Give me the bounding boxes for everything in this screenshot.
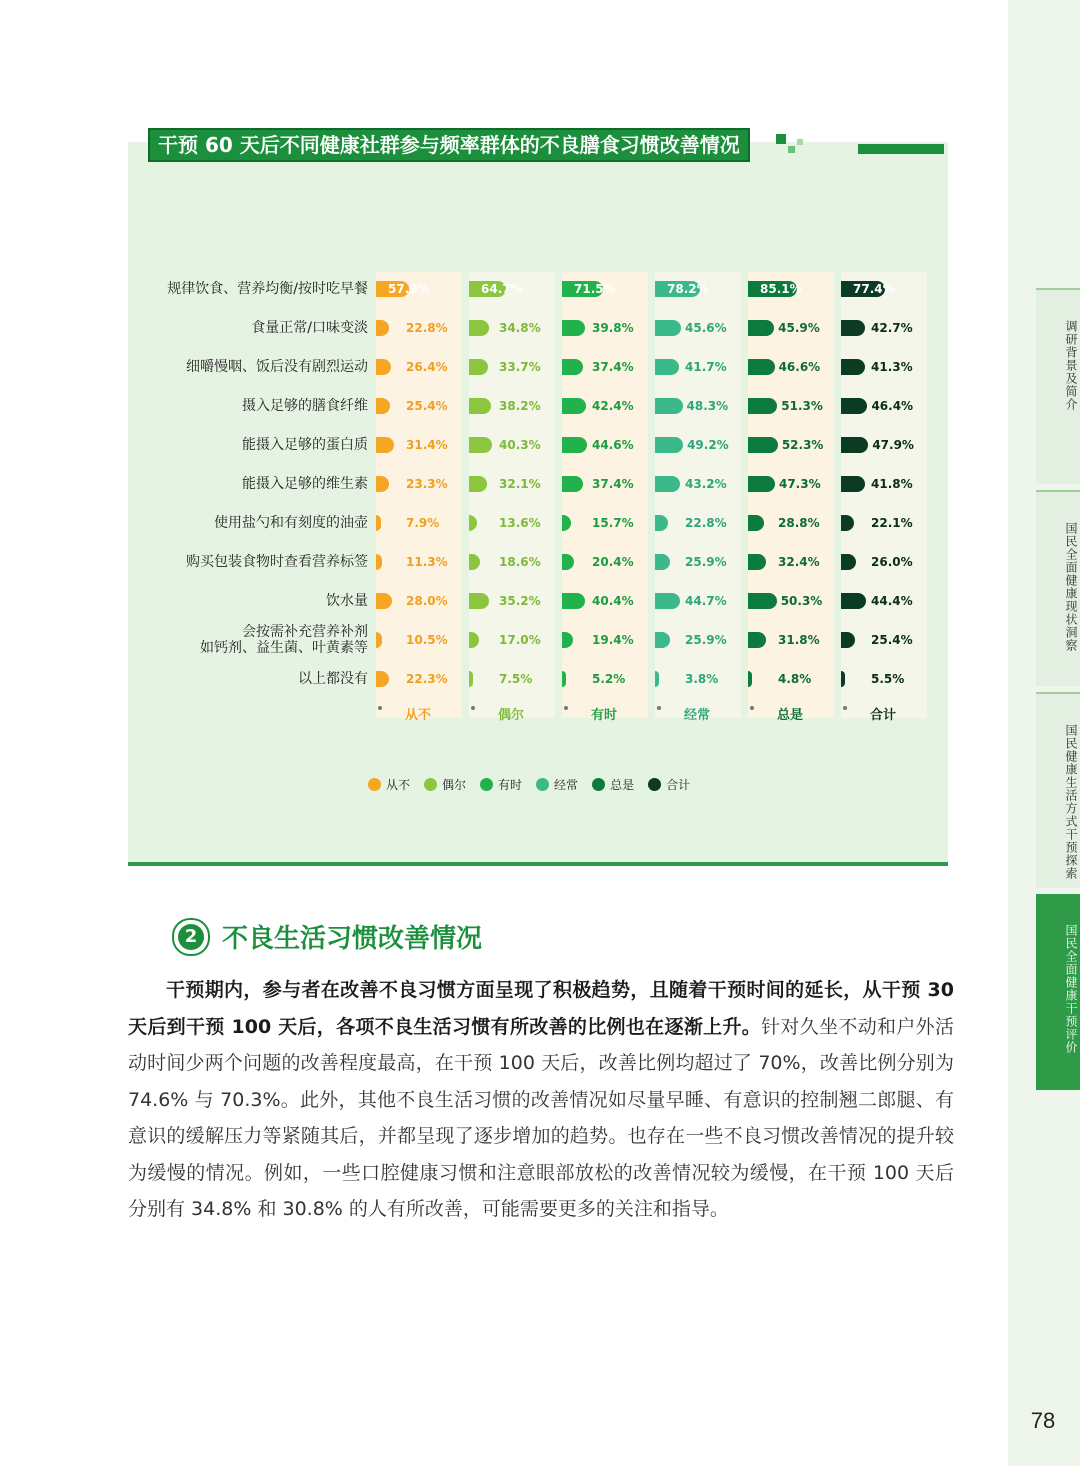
row-label [140, 593, 368, 609]
legend-label: 总是 [610, 778, 635, 792]
bar-value-label: 15.7% [592, 516, 634, 530]
bar-value-label: 23.3% [406, 477, 448, 491]
bar [469, 398, 491, 414]
row-label-line: 如钙剂、益生菌、叶黄素等 [200, 640, 368, 656]
bar-value-label: 40.4% [592, 594, 634, 608]
row-label-line: 能摄入足够的维生素 [242, 476, 368, 492]
bar-value-label: 34.8% [499, 321, 541, 335]
bar-value-label: 19.4% [592, 633, 634, 647]
bar-value-label: 25.9% [685, 633, 727, 647]
bar-value-label: 45.9% [778, 321, 820, 335]
bar [376, 593, 392, 609]
bar [841, 515, 854, 531]
legend-item [536, 776, 578, 793]
side-tab-label: 国民健康生活方式干预探索 [1064, 724, 1078, 880]
legend-swatch-icon [480, 778, 493, 791]
bar-value-label: 3.8% [685, 672, 719, 686]
bar [748, 398, 777, 414]
bar-value-label: 85.1% [760, 282, 802, 296]
row-label [140, 554, 368, 570]
column-background [655, 272, 741, 718]
row-label-line: 摄入足够的膳食纤维 [242, 398, 368, 414]
row-label-line: 以上都没有 [298, 671, 368, 687]
column-label: 经常 [683, 708, 710, 723]
bar [841, 437, 868, 453]
legend-label: 经常 [554, 778, 579, 792]
row-label-line: 会按需补充营养补剂 [242, 624, 368, 640]
bar-value-label: 11.3% [406, 555, 448, 569]
body-bold-sentence: 干预期内，参与者在改善不良习惯方面呈现了积极趋势，且随着干预时间的延长，从干预 30 天后到干预 100 天后，各项不良生活习惯有所改善的比例也在逐渐上升。 [128, 979, 954, 1038]
column-background [748, 272, 834, 718]
bar-value-label: 48.3% [686, 399, 729, 413]
bar [748, 671, 752, 687]
row-label-line: 使用盐勺和有刻度的油壶 [214, 515, 368, 531]
bar [841, 359, 865, 375]
bar-value-label: 41.3% [871, 360, 913, 374]
bar-value-label: 77.4% [853, 282, 895, 296]
bar-value-label: 33.7% [499, 360, 541, 374]
body-paragraph [128, 972, 954, 1228]
bar-value-label: 49.2% [687, 438, 729, 452]
side-tab-label: 国民全面健康现状洞察 [1064, 522, 1078, 652]
chart-legend [368, 776, 690, 793]
bar [655, 554, 670, 570]
bar-value-label: 71.5% [574, 282, 616, 296]
bar-value-label: 46.6% [778, 360, 821, 374]
bar-value-label: 37.4% [592, 477, 634, 491]
bar-value-label: 10.5% [406, 633, 448, 647]
side-tab-label: 国民全面健康干预评价 [1064, 924, 1078, 1054]
bar [841, 320, 865, 336]
bar-value-label: 20.4% [592, 555, 634, 569]
bar-value-label: 57.9% [388, 282, 430, 296]
column-label: 从不 [404, 708, 431, 723]
column-label: 有时 [590, 708, 617, 723]
legend-swatch-icon [368, 778, 381, 791]
bar-value-label: 31.8% [778, 633, 820, 647]
bar [748, 320, 774, 336]
legend-label: 有时 [498, 778, 523, 792]
bar [655, 671, 659, 687]
section-number-badge [172, 918, 210, 956]
bar-value-label: 5.5% [871, 672, 905, 686]
section-title: 不良生活习惯改善情况 [222, 924, 483, 954]
bar-value-label: 26.4% [406, 360, 448, 374]
side-tab[interactable] [1036, 490, 1080, 686]
bar [562, 359, 583, 375]
bar-value-label: 22.3% [406, 672, 448, 686]
bar-value-label: 35.2% [499, 594, 541, 608]
legend-swatch-icon [592, 778, 605, 791]
legend-label: 从不 [386, 778, 411, 792]
bar-value-label: 7.5% [499, 672, 533, 686]
bar-value-label: 44.6% [592, 438, 634, 452]
bar [562, 437, 587, 453]
bar-value-label: 22.1% [871, 516, 913, 530]
bar [469, 671, 473, 687]
bar-value-label: 22.8% [685, 516, 727, 530]
bar-value-label: 47.9% [872, 438, 914, 452]
title-square-icon [776, 134, 786, 144]
bar-value-label: 46.4% [871, 399, 914, 413]
bar-value-label: 38.2% [499, 399, 541, 413]
page-number: 78 [1030, 1408, 1056, 1433]
bar-value-label: 32.4% [778, 555, 820, 569]
legend-item [648, 776, 690, 793]
bar [748, 554, 766, 570]
bar-value-label: 26.0% [871, 555, 913, 569]
bar [748, 632, 766, 648]
bar-value-label: 44.7% [685, 594, 727, 608]
bar-value-label: 25.4% [406, 399, 448, 413]
bar [841, 593, 866, 609]
bar [748, 437, 778, 453]
bar-value-label: 50.3% [780, 594, 823, 608]
row-label [140, 671, 368, 687]
bar [469, 476, 487, 492]
column-label: 偶尔 [497, 708, 524, 723]
bar-value-label: 5.2% [592, 672, 626, 686]
bar [562, 476, 583, 492]
bar [841, 671, 845, 687]
bar [841, 476, 865, 492]
bar [655, 476, 680, 492]
bar [655, 398, 683, 414]
row-label-line: 购买包装食物时查看营养标签 [186, 554, 368, 570]
column-label: 总是 [776, 708, 803, 723]
column-background [841, 272, 927, 718]
side-tab[interactable] [1036, 894, 1080, 1090]
legend-item [424, 776, 466, 793]
bar-value-label: 42.4% [592, 399, 634, 413]
row-label [140, 281, 368, 297]
bar [841, 398, 867, 414]
chart-title: 干预 60 天后不同健康社群参与频率群体的不良膳食习惯改善情况 [148, 128, 750, 162]
column-background [469, 272, 555, 718]
bar-value-label: 47.3% [778, 477, 821, 491]
row-label [140, 320, 368, 336]
bar-value-label: 37.4% [592, 360, 634, 374]
bar [469, 593, 489, 609]
bar [469, 437, 492, 453]
bar-value-label: 40.3% [499, 438, 541, 452]
side-tab-label: 调研背景及简介 [1064, 320, 1078, 411]
bar-value-label: 28.0% [406, 594, 448, 608]
bar-value-label: 39.8% [592, 321, 634, 335]
row-label [140, 515, 368, 531]
side-tab[interactable] [1036, 288, 1080, 484]
bar-value-label: 43.2% [685, 477, 727, 491]
row-label [140, 437, 368, 453]
bar [376, 437, 394, 453]
row-label [140, 624, 368, 656]
bar-value-label: 25.9% [685, 555, 727, 569]
bar-value-label: 25.4% [871, 633, 913, 647]
bar [655, 593, 680, 609]
bar-value-label: 42.7% [871, 321, 913, 335]
bar [562, 320, 585, 336]
legend-item [368, 776, 410, 793]
bar [562, 398, 586, 414]
bar-value-label: 32.1% [499, 477, 541, 491]
legend-label: 合计 [666, 778, 691, 792]
bar-value-label: 64.7% [481, 282, 523, 296]
legend-swatch-icon [536, 778, 549, 791]
bar-value-label: 28.8% [778, 516, 820, 530]
bar [655, 320, 681, 336]
bar [376, 515, 381, 531]
bar [655, 437, 683, 453]
bar [469, 359, 488, 375]
bar-value-label: 52.3% [781, 438, 824, 452]
row-label [140, 359, 368, 375]
section-number: 2 [178, 924, 204, 950]
title-square-icon [797, 139, 803, 145]
legend-swatch-icon [424, 778, 437, 791]
bar-value-label: 51.3% [781, 399, 823, 413]
bar [469, 320, 489, 336]
title-decoration-line [858, 144, 944, 154]
bar [655, 632, 670, 648]
bar-value-label: 13.6% [499, 516, 541, 530]
row-label-line: 饮水量 [326, 593, 368, 609]
bar [841, 554, 856, 570]
row-label-line: 规律饮食、营养均衡/按时吃早餐 [167, 281, 368, 297]
bar [748, 476, 775, 492]
row-label-line: 能摄入足够的蛋白质 [242, 437, 368, 453]
bar-value-label: 78.2% [667, 282, 709, 296]
bar-value-label: 22.8% [406, 321, 448, 335]
bar [748, 359, 775, 375]
bar-value-label: 31.4% [406, 438, 448, 452]
bar-value-label: 4.8% [778, 672, 812, 686]
bar-value-label: 7.9% [406, 516, 440, 530]
legend-swatch-icon [648, 778, 661, 791]
bar-value-label: 45.6% [685, 321, 727, 335]
side-tab[interactable] [1036, 692, 1080, 888]
title-square-icon [788, 146, 795, 153]
legend-label: 偶尔 [442, 778, 467, 792]
bar [562, 671, 566, 687]
body-text: 针对久坐不动和户外活动时间少两个问题的改善程度最高，在干预 100 天后，改善比例均超过了 70%，改善比例分别为 74.6% 与 70.3%。此外，其他不良生活习惯的改善情况如尽量早睡、有意识的控制翘二郎腿、有意识的缓解压力等紧随其后，并都呈现了逐步增加的趋势。也存在一些不良习惯改善情况的提升较为缓慢的情况。例如，一些口腔健康习惯和注意眼部放松的改善情况较为缓慢，在干预 100 天后分别有 34.8% 和 30.8% 的人有所改善，可能需要更多的关注和指导。 [128, 1015, 954, 1220]
bar-value-label: 41.7% [685, 360, 727, 374]
bar [655, 359, 679, 375]
row-label [140, 398, 368, 414]
bar-value-label: 41.8% [871, 477, 913, 491]
row-label-line: 食量正常/口味变淡 [251, 320, 368, 336]
column-background [562, 272, 648, 718]
bar-value-label: 18.6% [499, 555, 541, 569]
legend-item [592, 776, 634, 793]
legend-item [480, 776, 522, 793]
bar [748, 593, 777, 609]
bar [562, 593, 585, 609]
column-label: 合计 [869, 708, 896, 723]
bar-value-label: 17.0% [499, 633, 541, 647]
row-label [140, 476, 368, 492]
bar-value-label: 44.4% [871, 594, 913, 608]
row-label-line: 细嚼慢咽、饭后没有剧烈运动 [186, 359, 368, 375]
column-background [376, 272, 462, 718]
